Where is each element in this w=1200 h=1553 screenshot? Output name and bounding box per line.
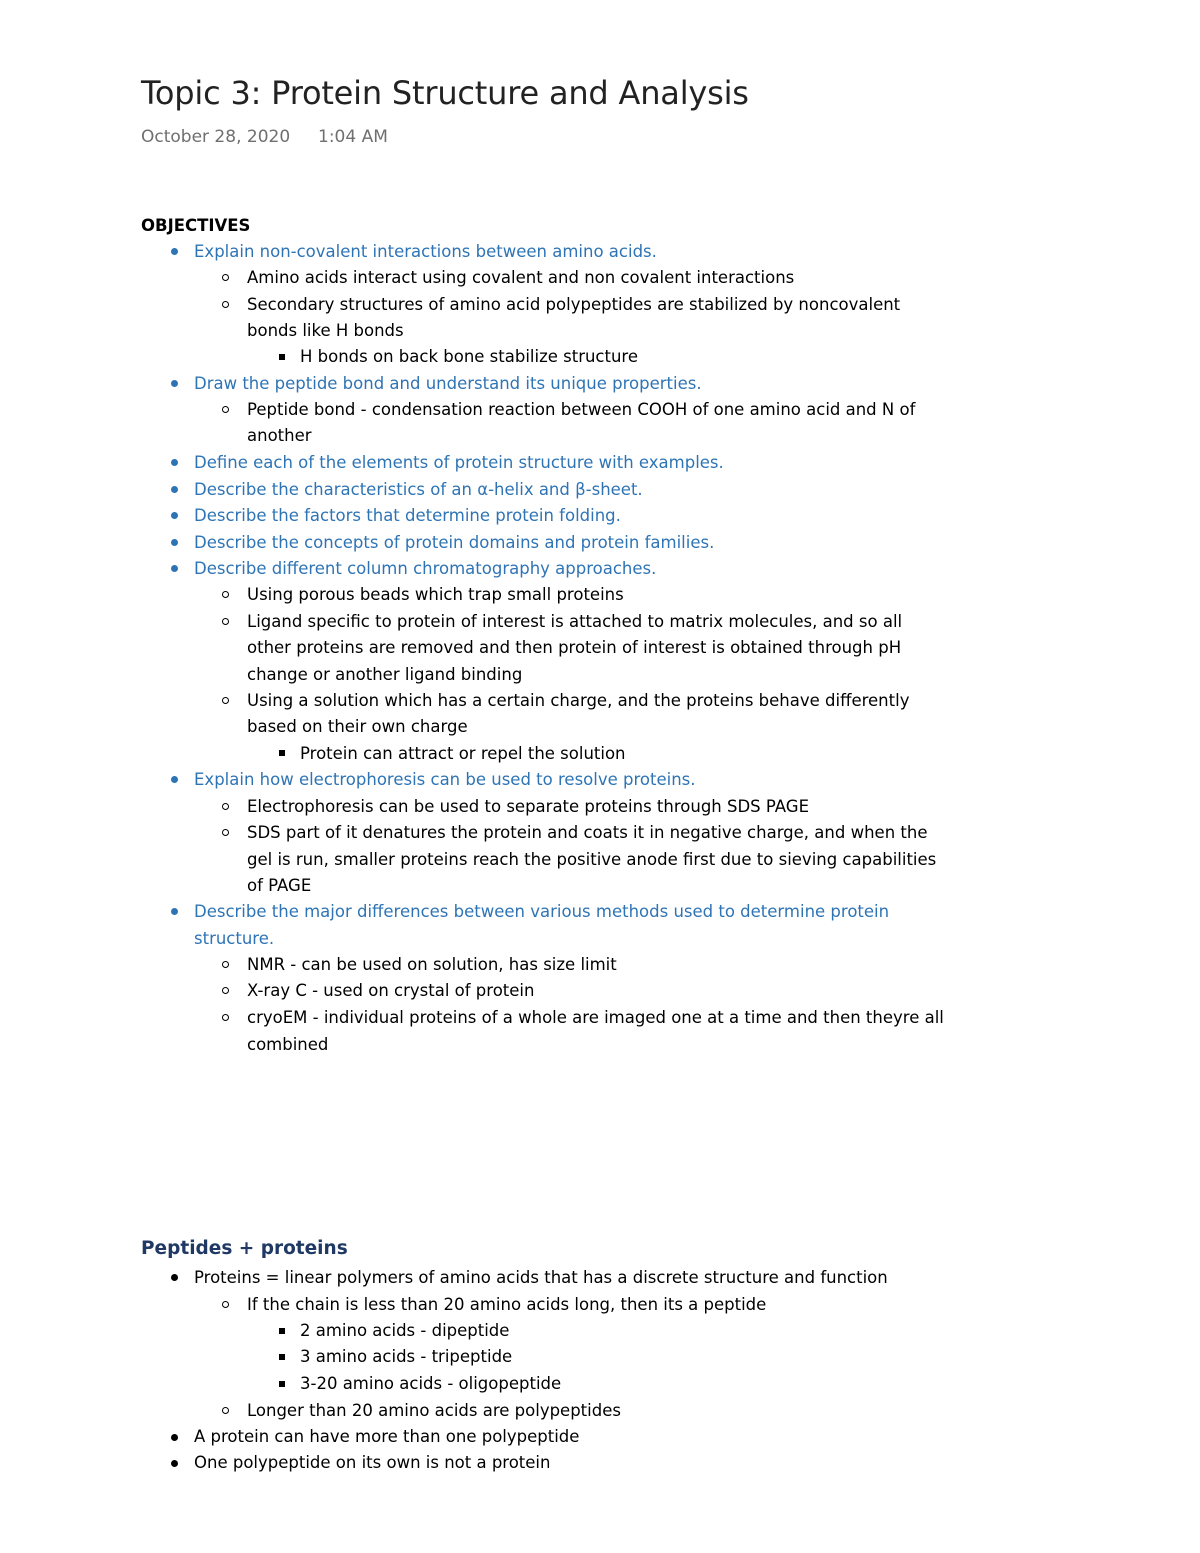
hollow-bullet-icon [222,406,229,413]
bullet-icon [171,1274,178,1281]
hollow-bullet-icon [222,618,229,625]
list-item-continued: another [247,426,312,445]
list-item: Amino acids interact using covalent and non covalent interactions [247,268,795,287]
list-item: A protein can have more than one polypeptide [194,1427,580,1446]
list-item: 3 amino acids - tripeptide [300,1347,513,1366]
objective-item: Describe the concepts of protein domains and protein families. [194,533,715,552]
list-item: 3-20 amino acids - oligopeptide [300,1374,562,1393]
list-item: Peptide bond - condensation reaction between COOH of one amino acid and N of [247,400,916,419]
list-item-continued: based on their own charge [247,717,468,736]
square-bullet-icon [279,354,285,360]
objective-item: Describe the major differences between various methods used to determine protein [194,902,890,921]
list-item: Longer than 20 amino acids are polypeptides [247,1401,621,1420]
note-date: October 28, 2020 [141,127,291,147]
objective-item: Explain non-covalent interactions between amino acids. [194,242,657,261]
list-item: NMR - can be used on solution, has size limit [247,955,617,974]
list-item: Using a solution which has a certain charge, and the proteins behave differently [247,691,910,710]
objective-item: Describe different column chromatography approaches. [194,559,657,578]
objective-item: Describe the characteristics of an α-helix and β-sheet. [194,480,643,499]
list-item-continued: bonds like H bonds [247,321,404,340]
hollow-bullet-icon [222,803,229,810]
objective-item: Describe the factors that determine protein folding. [194,506,621,525]
objective-item: Draw the peptide bond and understand its unique properties. [194,374,702,393]
list-item: Proteins = linear polymers of amino acids that has a discrete structure and function [194,1268,888,1287]
list-item-continued: other proteins are removed and then protein of interest is obtained through pH [247,638,902,657]
list-item: H bonds on back bone stabilize structure [300,347,639,366]
list-item: One polypeptide on its own is not a protein [194,1453,551,1472]
list-item: If the chain is less than 20 amino acids long, then its a peptide [247,1295,767,1314]
page-title: Topic 3: Protein Structure and Analysis [141,74,749,112]
list-item: Electrophoresis can be used to separate proteins through SDS PAGE [247,797,809,816]
list-item-continued: gel is run, smaller proteins reach the positive anode first due to sieving capabilities [247,850,937,869]
hollow-bullet-icon [222,591,229,598]
list-item: Using porous beads which trap small proteins [247,585,624,604]
hollow-bullet-icon [222,961,229,968]
list-item: Ligand specific to protein of interest is attached to matrix molecules, and so all [247,612,903,631]
note-time: 1:04 AM [318,127,388,147]
list-item: X-ray C - used on crystal of protein [247,981,535,1000]
list-item-continued: of PAGE [247,876,312,895]
hollow-bullet-icon [222,1407,229,1414]
objectives-heading: OBJECTIVES [141,216,251,235]
bullet-icon [171,539,178,546]
square-bullet-icon [279,1381,285,1387]
hollow-bullet-icon [222,274,229,281]
bullet-icon [171,1434,178,1441]
bullet-icon [171,1460,178,1467]
bullet-icon [171,565,178,572]
bullet-icon [171,908,178,915]
bullet-icon [171,512,178,519]
list-item: Protein can attract or repel the solution [300,744,626,763]
peptides-heading: Peptides + proteins [141,1238,348,1259]
hollow-bullet-icon [222,301,229,308]
list-item-continued: combined [247,1035,329,1054]
hollow-bullet-icon [222,829,229,836]
bullet-icon [171,776,178,783]
hollow-bullet-icon [222,1301,229,1308]
bullet-icon [171,248,178,255]
objective-item-continued: structure. [194,929,275,948]
hollow-bullet-icon [222,697,229,704]
bullet-icon [171,459,178,466]
bullet-icon [171,486,178,493]
objective-item: Explain how electrophoresis can be used to resolve proteins. [194,770,696,789]
list-item: SDS part of it denatures the protein and coats it in negative charge, and when the [247,823,928,842]
square-bullet-icon [279,750,285,756]
objective-item: Define each of the elements of protein structure with examples. [194,453,724,472]
square-bullet-icon [279,1354,285,1360]
square-bullet-icon [279,1328,285,1334]
list-item: Secondary structures of amino acid polypeptides are stabilized by noncovalent [247,295,901,314]
list-item-continued: change or another ligand binding [247,665,523,684]
hollow-bullet-icon [222,987,229,994]
hollow-bullet-icon [222,1014,229,1021]
list-item: 2 amino acids - dipeptide [300,1321,510,1340]
bullet-icon [171,380,178,387]
list-item: cryoEM - individual proteins of a whole are imaged one at a time and then theyre all [247,1008,944,1027]
